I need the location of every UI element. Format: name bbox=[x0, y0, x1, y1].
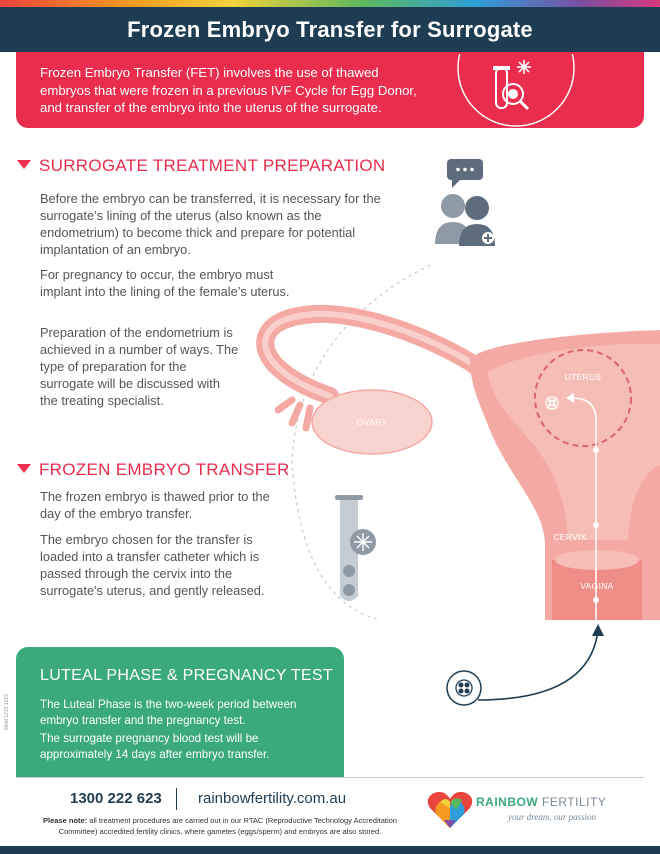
cervix-label: CERVIX bbox=[553, 532, 587, 542]
footer-note-text: all treatment procedures are carried out in our RTAC (Reproductive Technology Accreditation Committee) accredited fertility clinics, where gametes (eggs/sperm) and embryos are also stored. bbox=[58, 816, 397, 836]
test-tube-snowflake-magnifier-icon bbox=[456, 54, 576, 128]
embryo-icon bbox=[447, 671, 481, 705]
preparation-paragraph-2: For pregnancy to occur, the embryo must implant into the lining of the female’s uterus. bbox=[40, 267, 290, 299]
luteal-heading: LUTEAL PHASE & PREGNANCY TEST bbox=[40, 667, 333, 684]
intro-icon-circle bbox=[456, 54, 576, 128]
page-title: Frozen Embryo Transfer for Surrogate bbox=[0, 7, 660, 52]
preparation-heading-text: SURROGATE TREATMENT PREPARATION bbox=[39, 156, 386, 175]
footer-note bbox=[30, 816, 410, 837]
consultation-people-icon bbox=[435, 159, 495, 246]
side-code: Mktd 1215 1215 bbox=[4, 694, 10, 730]
luteal-panel bbox=[16, 647, 344, 777]
uterus-label: UTERUS bbox=[564, 372, 602, 382]
transfer-paragraph-2: The embryo chosen for the transfer is loaded into a transfer catheter which is passed through the cervix into the surrogate's uterus, and gently released. bbox=[40, 532, 265, 598]
luteal-paragraph-2: The surrogate pregnancy blood test will be approximately 14 days after embryo transfer. bbox=[40, 732, 270, 761]
website-link[interactable]: rainbowfertility.com.au bbox=[198, 790, 347, 807]
rainbow-top-bar bbox=[0, 0, 660, 7]
footer-note-bold: Please note: bbox=[43, 816, 88, 825]
reproductive-diagram bbox=[0, 130, 660, 730]
brand-name-fertility: FERTILITY bbox=[538, 795, 607, 809]
brand-name bbox=[476, 795, 606, 809]
footer-separator bbox=[176, 788, 177, 810]
ovary-label: OVARY bbox=[356, 417, 388, 427]
footer-divider bbox=[16, 777, 644, 778]
bottom-bar bbox=[0, 846, 660, 854]
phone-number[interactable]: 1300 222 623 bbox=[70, 790, 162, 807]
transfer-paragraph-1: The frozen embryo is thawed prior to the day of the embryo transfer. bbox=[40, 489, 270, 521]
frozen-catheter-tube-icon bbox=[335, 495, 376, 601]
luteal-paragraph-1: The Luteal Phase is the two-week period between embryo transfer and the pregnancy test. bbox=[40, 698, 297, 727]
transfer-arrow bbox=[478, 630, 598, 700]
rainbow-heart-logo bbox=[426, 790, 474, 830]
brand-tagline: your dream, our passion bbox=[508, 812, 597, 822]
intro-text: Frozen Embryo Transfer (FET) involves the use of thawed embryos that were frozen in a previous IVF Cycle for Egg Donor, and transfer of the embryo into the uterus of the surrogate. bbox=[40, 65, 417, 115]
preparation-paragraph-1: Before the embryo can be transferred, it is necessary for the surrogate’s lining of the uterus (also known as the endometrium) to become thick and prepare for potential implantation of an embryo. bbox=[40, 191, 381, 257]
preparation-paragraph-3: Preparation of the endometrium is achieved in a number of ways. The type of preparation for the surrogate will be discussed with the treating specialist. bbox=[40, 325, 239, 408]
vagina-label: VAGINA bbox=[580, 581, 614, 591]
transfer-heading-text: FROZEN EMBRYO TRANSFER bbox=[39, 460, 290, 479]
brand-name-rainbow: RAINBOW bbox=[476, 795, 539, 809]
